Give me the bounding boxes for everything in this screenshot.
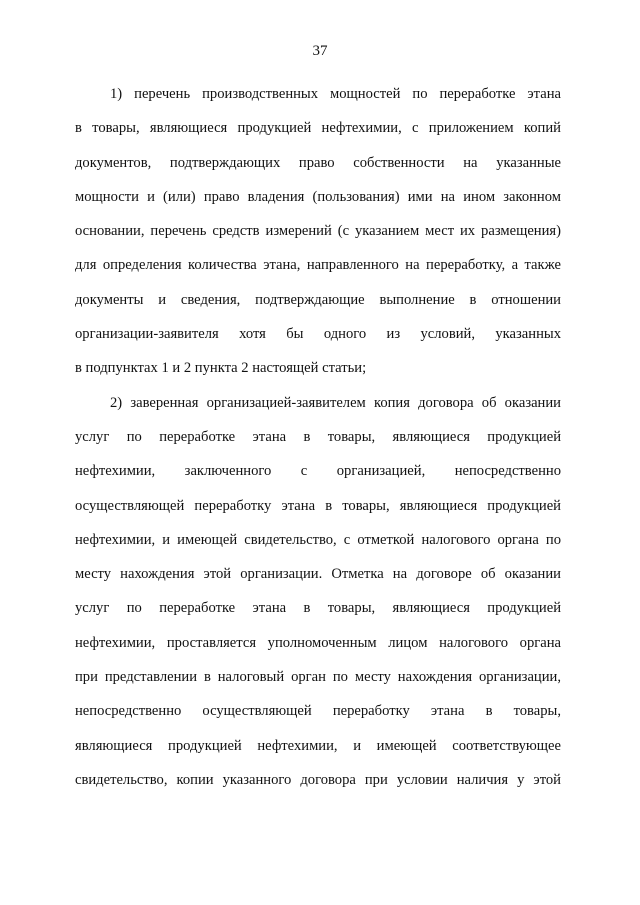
text-line: свидетельство, копии указанного договора при условии наличия у этой (75, 771, 561, 788)
paragraph-1 (75, 77, 561, 386)
text-line: для определения количества этана, направленного на переработку, а также (75, 257, 561, 274)
text-line: нефтехимии, проставляется уполномоченным лицом налогового органа (75, 634, 561, 651)
text-line: в подпунктах 1 и 2 пункта 2 настоящей статьи; (75, 360, 367, 377)
text-line: документов, подтверждающих право собственности на указанные (75, 154, 561, 171)
text-line: при представлении в налоговый орган по месту нахождения организации, (75, 669, 561, 686)
text-line: услуг по переработке этана в товары, являющиеся продукцией (75, 428, 561, 445)
text-line: документы и сведения, подтверждающие выполнение в отношении (75, 291, 561, 308)
text-line: непосредственно осуществляющей переработку этана в товары, (75, 703, 561, 720)
text-line: в товары, являющиеся продукцией нефтехимии, с приложением копий (75, 120, 561, 137)
text-line: осуществляющей переработку этана в товары, являющиеся продукцией (75, 497, 561, 514)
text-line: услуг по переработке этана в товары, являющиеся продукцией (75, 600, 561, 617)
document-body (75, 77, 561, 797)
text-line: месту нахождения этой организации. Отметка на договоре об оказании (75, 566, 561, 583)
text-line: мощности и (или) право владения (пользования) ими на ином законном (75, 188, 561, 205)
page-number: 37 (312, 43, 328, 59)
text-line: основании, перечень средств измерений (с указанием мест их размещения) (75, 223, 561, 240)
text-line: 1) перечень производственных мощностей по переработке этана (110, 86, 561, 102)
text-line: организации-заявителя хотя бы одного из условий, указанных (75, 326, 561, 343)
text-line: 2) заверенная организацией-заявителем копия договора об оказании (110, 394, 561, 411)
text-line: нефтехимии, и имеющей свидетельство, с отметкой налогового органа по (75, 531, 561, 548)
paragraph-2 (75, 386, 561, 798)
text-line: являющиеся продукцией нефтехимии, и имеющей соответствующее (75, 737, 561, 754)
text-line: нефтехимии, заключенного с организацией, непосредственно (75, 463, 561, 480)
